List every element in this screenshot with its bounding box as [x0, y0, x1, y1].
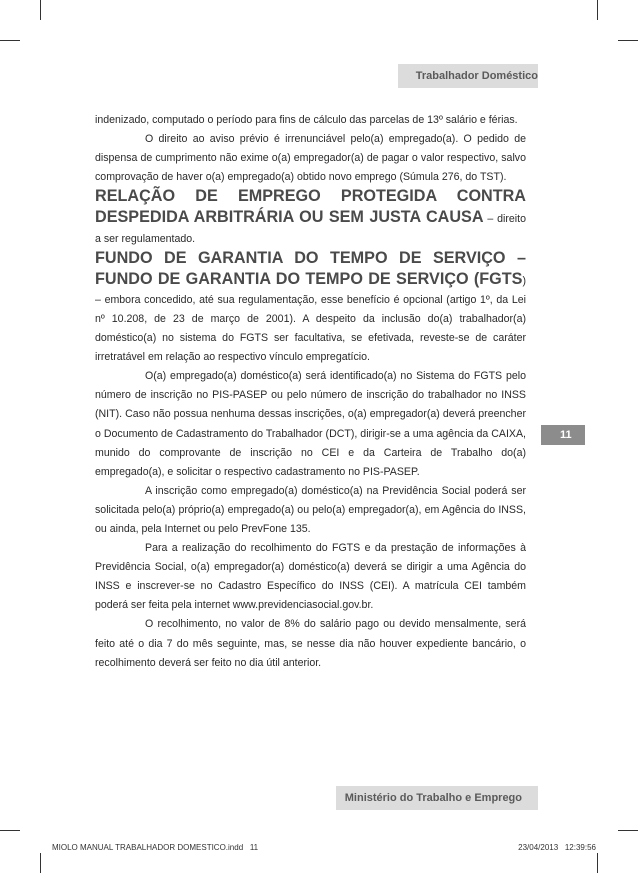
crop-mark — [0, 40, 20, 41]
paragraph: O(a) empregado(a) doméstico(a) será identificado(a) no Sistema do FGTS pelo número de inscrição no PIS-PASEP ou pelo número de inscrição do trabalhador no INSS (NIT). Caso não possua nenhuma dessas inscrições, o(a) empregador(a) deverá preencher o Documento de Cadastramento do Trabalhador (DCT), dirigir-se a uma agência da CAIXA, munido do comprovante de inscrição no CEI e da Carteira de Trabalho do(a) empregado(a), e solicitar o respectivo cadastramento no PIS-PASEP. — [95, 370, 526, 478]
crop-mark — [618, 40, 638, 41]
crop-mark — [597, 853, 598, 873]
heading-continuation: – direito a ser regulamentado. — [95, 213, 526, 245]
heading-text: RELAÇÃO DE EMPREGO PROTEGIDA CONTRA DESPEDIDA ARBITRÁRIA OU SEM JUSTA CAUSA — [95, 187, 526, 227]
crop-mark — [597, 0, 598, 20]
heading-continuation: ) – embora concedido, até sua regulamentação, esse benefício é opcional (artigo 1º, da Lei nº 10.208, de 23 de março de 2001). A despeito da inclusão do(a) trabalhador(a) doméstico(a) no sistema do FGTS ser facultativa, se efetivada, reveste-se de caráter irretratável em relação ao respectivo vínculo empregatício. — [95, 274, 526, 364]
heading-text: FUNDO DE GARANTIA DO TEMPO DE SERVIÇO – FUNDO DE GARANTIA DO TEMPO DE SERVIÇO (FGTS — [95, 248, 526, 288]
crop-mark — [40, 853, 41, 873]
paragraph: O direito ao aviso prévio é irrenunciável pelo(a) empregado(a). O pedido de dispensa de cumprimento não exime o(a) empregador(a) de pagar o valor respectivo, salvo comprovação de haver o(a) empregado(a) obtido novo emprego (Súmula 276, do TST). — [95, 133, 526, 184]
crop-mark — [40, 0, 41, 20]
page-number: 11 — [541, 425, 585, 445]
crop-mark — [618, 830, 638, 831]
slug-datetime: 23/04/2013 12:39:56 — [518, 843, 596, 852]
paragraph: Para a realização do recolhimento do FGTS e da prestação de informações à Previdência Social, o(a) empregador(a) doméstico(a) deverá se dirigir a uma Agência do INSS e inscrever-se no Cadastro Específico do INSS (CEI). A matrícula CEI também poderá ser feita pela internet www.previdenciasocial.gov.br. — [95, 542, 526, 612]
section-heading-2 — [95, 249, 526, 368]
section-heading-1 — [95, 187, 526, 248]
paragraph: indenizado, computado o período para fins de cálculo das parcelas de 13º salário e férias. — [95, 114, 518, 126]
crop-mark — [0, 830, 20, 831]
slug-filename: MIOLO MANUAL TRABALHADOR DOMESTICO.indd 11 — [52, 843, 259, 852]
body-text — [95, 111, 526, 673]
paragraph: A inscrição como empregado(a) doméstico(a) na Previdência Social poderá ser solicitada pelo(a) próprio(a) empregado(a) ou pelo(a) empregador(a), em Agência do INSS, ou ainda, pela Internet ou pelo PrevFone 135. — [95, 484, 526, 535]
running-footer: Ministério do Trabalho e Emprego — [344, 792, 522, 804]
paragraph: O recolhimento, no valor de 8% do salário pago ou devido mensalmente, será feito até o dia 7 do mês seguinte, mas, se nesse dia não houver expediente bancário, o recolhimento deverá ser feito no dia útil anterior. — [95, 618, 526, 669]
running-header: Trabalhador Doméstico — [415, 70, 538, 82]
